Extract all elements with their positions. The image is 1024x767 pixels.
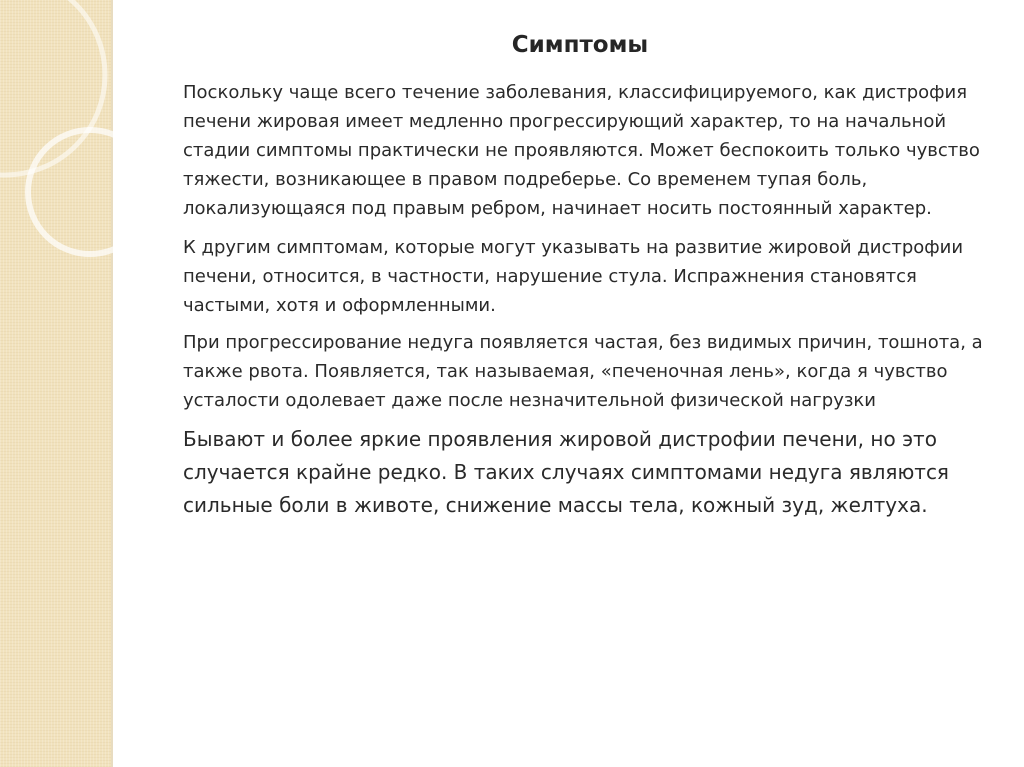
slide-title: Симптомы — [511, 32, 649, 58]
paragraph-1: Поскольку чаще всего течение заболевания, классифицируемого, как дистрофия печени жировая имеет медленно прогрессирующий характер, то на начальной стадии симптомы практически не проявляются. Может беспокоить только чувство тяжести, возникающее в правом подреберье. Со временем тупая боль, локализующаяся под правым ребром, начинает носить постоянный характер. — [183, 82, 980, 219]
paragraph-4: Бывают и более яркие проявления жировой дистрофии печени, но это случается крайне редко. В таких случаях симптомами недуга являются сильные боли в животе, снижение массы тела, кожный зуд, желтуха. — [183, 427, 949, 517]
large-ring — [0, 0, 105, 175]
paragraph-2: К другим симптомам, которые могут указывать на развитие жировой дистрофии печени, относится, в частности, нарушение стула. Испражнения становятся частыми, хотя и оформленными. — [183, 237, 964, 316]
paragraph-3: При прогрессирование недуга появляется частая, без видимых причин, тошнота, а также рвота. Появляется, так называемая, «печеночная лень», когда я чувство усталости одолевает даже после незначительной физической нагрузки — [183, 332, 983, 411]
decorative-rings — [0, 0, 113, 767]
slide-body — [183, 78, 995, 522]
